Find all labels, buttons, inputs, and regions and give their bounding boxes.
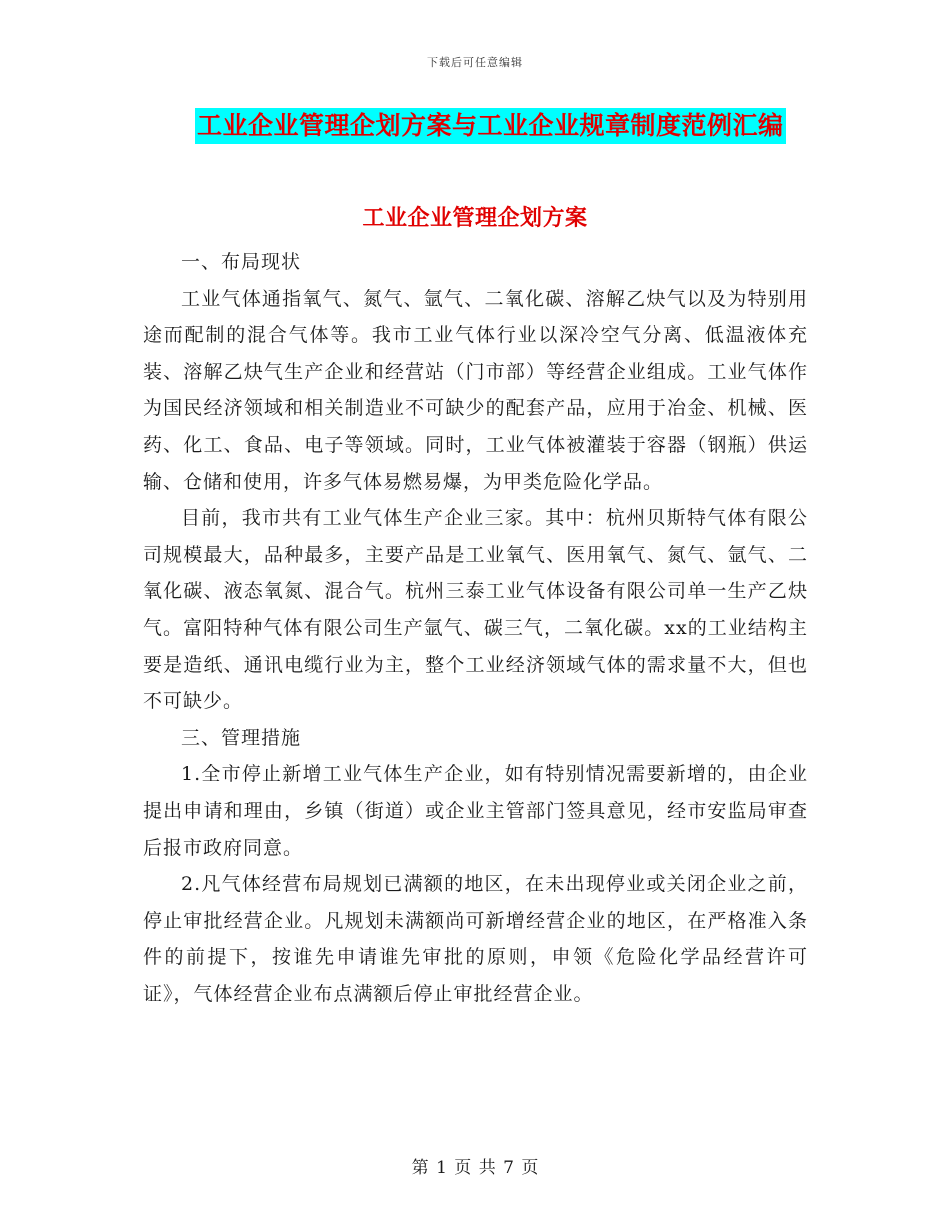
paragraph-gas-definition: 工业气体通指氧气、氮气、氩气、二氧化碳、溶解乙炔气以及为特别用途而配制的混合气体等。我市工业气体行业以深冷空气分离、低温液体充装、溶解乙炔气生产企业和经营站（门市部）等经营企业组成。工业气体作为国民经济领域和相关制造业不可缺少的配套产品，应用于冶金、机械、医药、化工、食品、电子等领域。同时，工业气体被灌装于容器（钢瓶）供运输、仓储和使用，许多气体易燃易爆，为甲类危险化学品。 [143,287,808,493]
heading-layout-status: 一、布局现状 [181,251,302,273]
page-number-footer: 第 1 页 共 7 页 [411,1158,539,1178]
section-title: 工业企业管理企划方案 [362,205,588,231]
header-note: 下载后可任意编辑 [427,56,523,69]
document-body [143,244,808,1012]
paragraph-measure-1: 1.全市停止新增工业气体生产企业，如有特别情况需要新增的，由企业提出申请和理由，乡镇（街道）或企业主管部门签具意见，经市安监局审查后报市政府同意。 [143,763,808,859]
heading-management-measures: 三、管理措施 [181,726,302,749]
paragraph-current-producers: 目前，我市共有工业气体生产企业三家。其中：杭州贝斯特气体有限公司规模最大，品种最多，主要产品是工业氧气、医用氧气、氮气、氩气、二氧化碳、液态氧氮、混合气。杭州三泰工业气体设备有限公司单一生产乙炔气。富阳特种气体有限公司生产氩气、碳三气，二氧化碳。xx的工业结构主要是造纸、通讯电缆行业为主，整个工业经济领域气体的需求量不大，但也不可缺少。 [143,507,808,713]
paragraph-measure-2: 2.凡气体经营布局规划已满额的地区，在未出现停业或关闭企业之前，停止审批经营企业。凡规划未满额尚可新增经营企业的地区，在严格准入条件的前提下，按谁先申请谁先审批的原则，申领《危险化学品经营许可证》，气体经营企业布点满额后停止审批经营企业。 [143,873,808,1005]
document-title: 工业企业管理企划方案与工业企业规章制度范例汇编 [195,108,786,144]
